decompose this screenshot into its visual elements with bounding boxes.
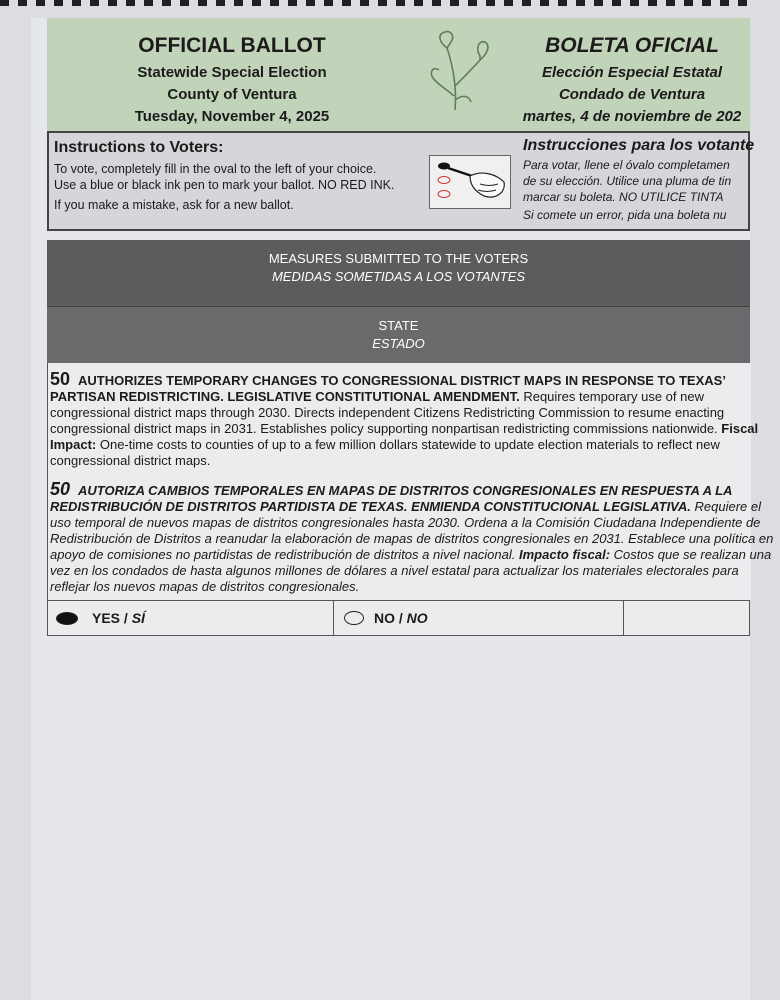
instruction-line: To vote, completely fill in the oval to the left of your choice. — [54, 162, 377, 176]
timing-marks — [0, 0, 750, 6]
poppy-logo-icon — [425, 26, 495, 112]
instruction-line-es: Para votar, llene el óvalo completamen — [523, 158, 730, 172]
measure-title-es: AUTORIZA CAMBIOS TEMPORALES EN MAPAS DE DISTRITOS CONGRESIONALES EN RESPUESTA A LA REDISTRIBUCIÓN DE DISTRITOS PARTIDISTA DE TEXAS. ENMIENDA CONSTITUCIONAL LEGISLATIVA. — [50, 483, 732, 514]
election-date-es: martes, 4 de noviembre de 202 — [522, 108, 742, 125]
yes-label-es: SÍ — [131, 610, 145, 626]
ballot-page — [31, 18, 774, 1000]
instructions-title-es: Instrucciones para los votante — [523, 137, 755, 154]
no-label-es: NO — [406, 610, 428, 626]
instruction-line-es: Si comete un error, pida una boleta nu — [523, 208, 727, 222]
voter-instructions — [47, 131, 755, 231]
ballot-title-es: BOLETA OFICIAL — [545, 34, 719, 57]
header-spanish — [487, 34, 777, 128]
choice-no[interactable] — [344, 601, 428, 635]
election-name-es: Elección Especial Estatal — [541, 64, 723, 81]
county-name-es: Condado de Ventura — [558, 86, 706, 103]
no-label — [374, 610, 428, 626]
choice-divider — [623, 601, 624, 635]
measure-description-es: Requiere el uso temporal de nuevos mapas de distritos congresionales hasta 2030. Ordena a la Comisión Ciudadana Independiente de Redistribución de Distritos a reanudar la elaboración de mapas de distritos congresionales en 2031. Establece una política en apoyo de comisiones no partidistas de redistribución de distritos a nivel nacional. — [50, 499, 774, 562]
measure-title: AUTHORIZES TEMPORARY CHANGES TO CONGRESSIONAL DISTRICT MAPS IN RESPONSE TO TEXAS’ PARTISAN REDISTRICTING. LEGISLATIVE CONSTITUTIONAL AMENDMENT. — [50, 373, 726, 404]
measure-contest — [47, 363, 774, 600]
no-label-en: NO / — [374, 610, 403, 626]
measures-header-es: MEDIDAS SOMETIDAS A LOS VOTANTES — [271, 269, 526, 284]
choice-divider — [333, 601, 334, 635]
fill-oval-illustration-icon — [429, 155, 511, 209]
instruction-line-es: marcar su boleta. NO UTILICE TINTA — [523, 190, 724, 204]
election-name: Statewide Special Election — [137, 64, 327, 81]
election-date: Tuesday, November 4, 2025 — [134, 108, 330, 125]
yes-oval[interactable] — [56, 612, 78, 625]
yes-label-en: YES / — [92, 610, 128, 626]
measure-text — [50, 371, 780, 595]
fiscal-impact-text: One-time costs to counties of up to a few million dollars statewide to update election materials to reflect new congressional district maps. — [50, 437, 720, 468]
fiscal-impact-label: Fiscal Impact: — [50, 421, 759, 452]
choice-yes[interactable] — [56, 601, 145, 635]
fiscal-impact-text-es: Costos que se realizan una vez en los condados de hasta algunos millones de dólares a nivel estatal para actualizar los materiales electorales para reflejar los nuevos mapas de distritos congresionales. — [50, 547, 772, 594]
instruction-line-es: de su elección. Utilice una pluma de tin — [523, 174, 732, 188]
fiscal-impact-label-es: Impacto fiscal: — [519, 547, 611, 562]
county-name: County of Ventura — [167, 86, 297, 103]
measures-section-header — [47, 240, 750, 307]
ballot-header — [47, 18, 750, 131]
instruction-line: Use a blue or black ink pen to mark your ballot. NO RED INK. — [54, 178, 395, 192]
no-oval[interactable] — [344, 611, 364, 625]
measure-number: 50 — [50, 369, 71, 389]
state-header-en: STATE — [378, 318, 419, 333]
measure-spanish — [50, 481, 780, 595]
measures-header-en: MEASURES SUBMITTED TO THE VOTERS — [268, 251, 529, 266]
instruction-line: If you make a mistake, ask for a new ballot. — [54, 198, 294, 212]
ballot-title: OFFICIAL BALLOT — [138, 34, 326, 57]
measure-number-es: 50 — [50, 479, 71, 499]
measure-choices — [47, 600, 750, 636]
instructions-title: Instructions to Voters: — [54, 139, 224, 156]
state-header-es: ESTADO — [372, 336, 425, 351]
yes-label — [92, 610, 145, 626]
header-english — [87, 34, 377, 128]
measure-english — [50, 371, 780, 469]
measure-description: Requires temporary use of new congressional district maps through 2030. Directs independent Citizens Redistricting Commission to resume enacting congressional district maps in 2031. Establishes policy supporting nonpartisan redistricting commissions nationwide. — [50, 389, 725, 436]
state-section-header — [47, 307, 750, 363]
